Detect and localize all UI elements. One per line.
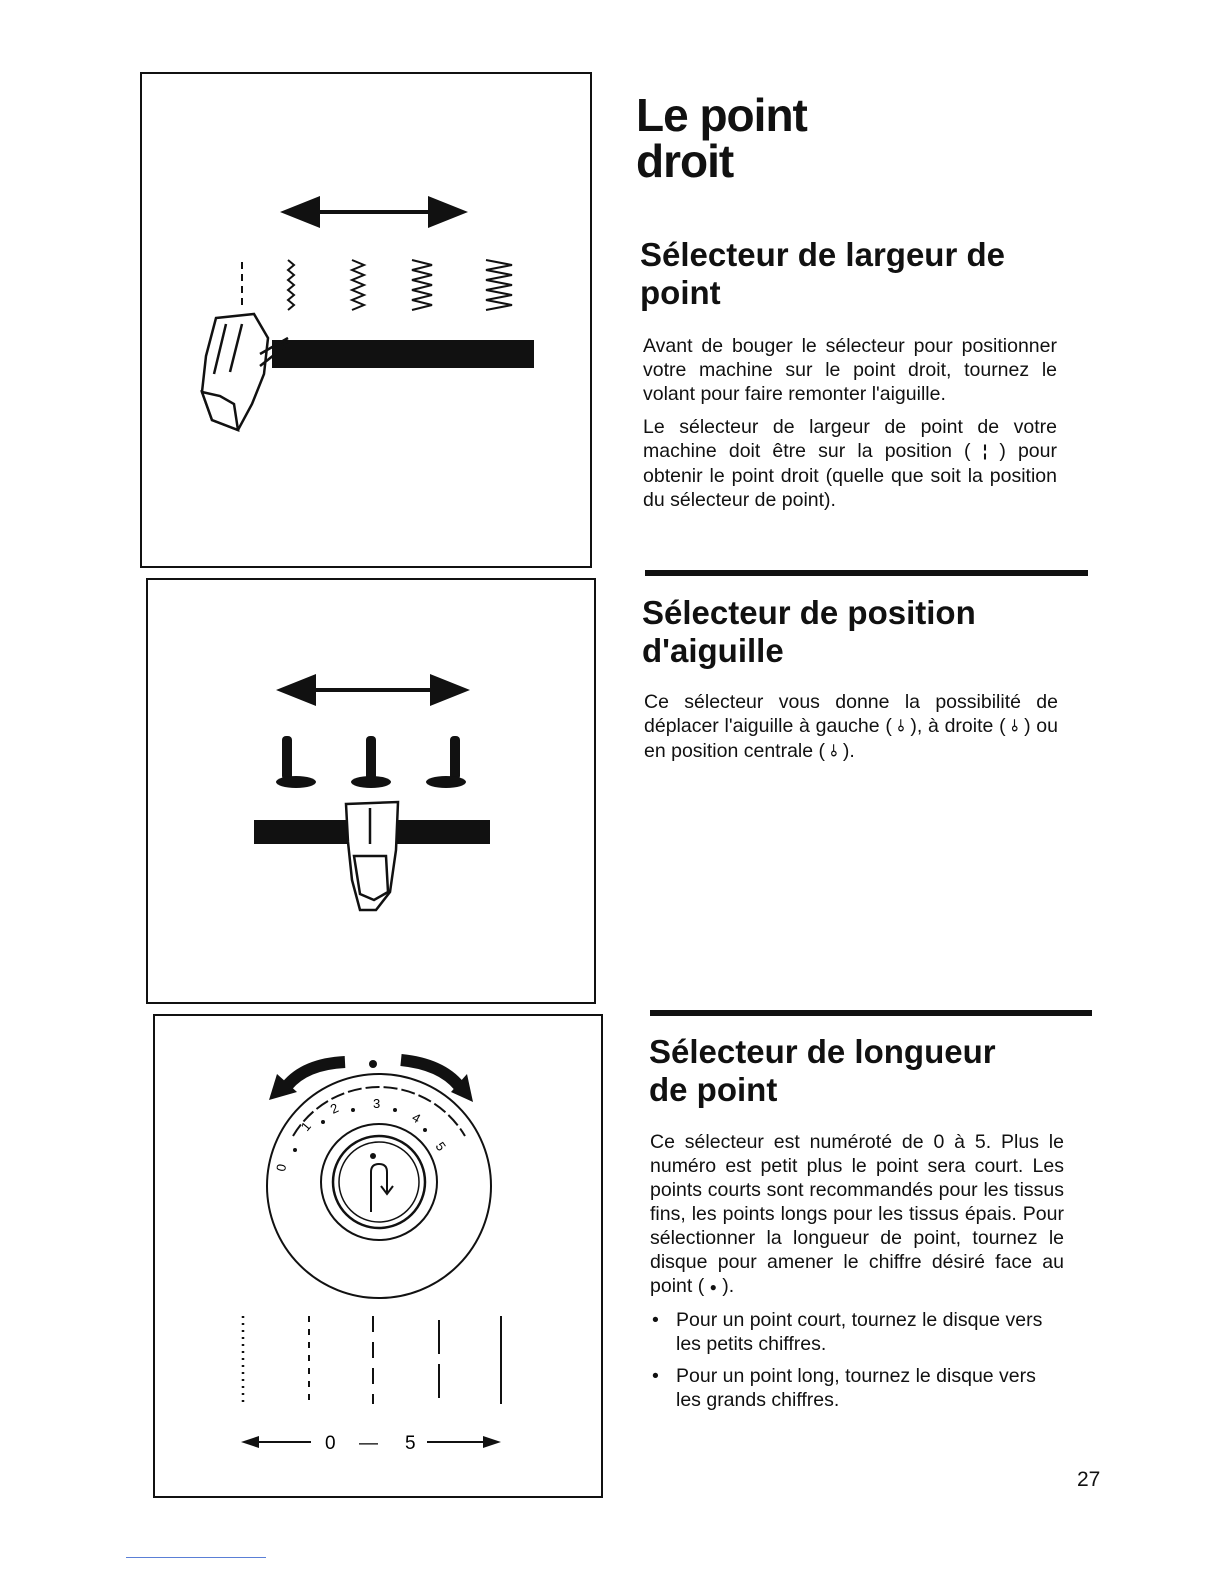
section-body-position xyxy=(644,690,1058,773)
page-number: 27 xyxy=(1077,1468,1101,1491)
dial-number-0: 0 xyxy=(273,1162,290,1173)
section-title-position-line-2: d'aiguille xyxy=(642,632,784,669)
figure-needle-position xyxy=(146,578,596,1004)
list-item: • Pour un point long, tournez le disque vers les grands chiffres. xyxy=(650,1364,1064,1412)
dial-number-2: 2 xyxy=(327,1100,341,1117)
section-body-largeur xyxy=(643,334,1057,521)
figure-stitch-width xyxy=(140,72,592,568)
page-title-line-2: droit xyxy=(636,135,734,187)
zigzag-medium-icon xyxy=(352,260,364,310)
section-title-largeur-line-2: point xyxy=(640,274,721,311)
dial-number-5: 5 xyxy=(432,1139,449,1154)
reference-dot-icon xyxy=(369,1060,377,1068)
dot-symbol-icon: ● xyxy=(709,1279,717,1294)
paragraph-largeur-2-start: Le sélecteur de largeur de point de votre machine doit être sur la position ( xyxy=(643,416,1057,462)
section-title-longueur-line-2: de point xyxy=(649,1071,778,1108)
paragraph-longueur-start: Ce sélecteur est numéroté de 0 à 5. Plus le numéro est petit plus le point sera court. Les points courts sont recommandés pour les tissus fins, les points longs pour les tissus épais. Pour sélectionner la longueur de point, tournez le disque pour amener le chiffre désiré face au point ( xyxy=(650,1131,1064,1297)
stitch-width-illustration xyxy=(142,74,590,566)
section-title-longueur xyxy=(649,1033,1089,1109)
paragraph-largeur-1: Avant de bouger le sélecteur pour positionner votre machine sur le point droit, tournez le volant pour faire remonter l'aiguille. xyxy=(643,335,1057,405)
needle-center-symbol-icon: ⫰ xyxy=(830,742,838,760)
page-title-line-1: Le point xyxy=(636,89,807,141)
paragraph-position-part-4: ). xyxy=(842,739,855,762)
dial-number-4: 4 xyxy=(409,1109,424,1127)
dial-number-3: 3 xyxy=(373,1096,381,1111)
stitch-length-illustration xyxy=(155,1016,601,1496)
needle-left-symbol-icon: ⫰ xyxy=(897,717,905,735)
scale-label-max: 5 xyxy=(405,1433,416,1454)
selector-slot xyxy=(272,340,534,368)
zigzag-widest-icon xyxy=(486,260,512,310)
figure-stitch-length xyxy=(153,1014,603,1498)
needle-right-symbol-icon: ⫰ xyxy=(1011,717,1019,735)
section-title-position xyxy=(642,594,1082,670)
footer-line xyxy=(126,1557,266,1558)
paragraph-position-part-2: ), à droite ( xyxy=(910,715,1006,737)
section-body-longueur xyxy=(650,1130,1064,1420)
dial-center-knob xyxy=(333,1136,425,1228)
selector-knob-icon xyxy=(202,314,288,430)
length-scale xyxy=(241,1433,501,1454)
section-divider xyxy=(650,1010,1092,1016)
scale-label-min: 0 xyxy=(325,1433,336,1454)
selector-slot-right xyxy=(394,820,490,844)
section-title-longueur-line-1: Sélecteur de longueur xyxy=(649,1033,996,1070)
paragraph-position xyxy=(644,690,1058,764)
section-title-largeur-line-1: Sélecteur de largeur de xyxy=(640,236,1005,273)
needle-left-icon xyxy=(276,736,316,788)
zigzag-narrow-icon xyxy=(288,260,294,310)
selector-knob-icon xyxy=(346,802,398,910)
section-title-position-line-1: Sélecteur de position xyxy=(642,594,976,631)
paragraph-position-part-1: Ce sélecteur vous donne la possibilité de déplacer l'aiguille à gauche ( xyxy=(644,691,1058,737)
paragraph-largeur-2-end: ) pour obtenir le point droit (quelle que soit la position du sélecteur de point). xyxy=(643,440,1057,511)
needle-center-icon xyxy=(351,736,391,788)
paragraph-largeur-2 xyxy=(643,415,1057,512)
section-title-largeur xyxy=(640,236,1080,312)
bullet-list xyxy=(650,1308,1064,1412)
selector-slot-left xyxy=(254,820,350,844)
paragraph-longueur-end: ). xyxy=(722,1275,735,1297)
dial-number-1: 1 xyxy=(297,1118,314,1134)
list-item: • Pour un point court, tournez le disque vers les petits chiffres. xyxy=(650,1308,1064,1356)
straight-stitch-symbol-icon: ¦ xyxy=(982,442,988,460)
needle-position-illustration xyxy=(148,580,594,1002)
zigzag-wide-icon xyxy=(412,260,432,310)
paragraph-position-part-3: ) ou en position centrale ( xyxy=(644,715,1058,762)
page-title xyxy=(636,89,1036,187)
needle-right-icon xyxy=(426,736,466,788)
paragraph-longueur xyxy=(650,1130,1064,1299)
section-divider xyxy=(645,570,1088,576)
scale-label-dash: — xyxy=(359,1433,378,1454)
